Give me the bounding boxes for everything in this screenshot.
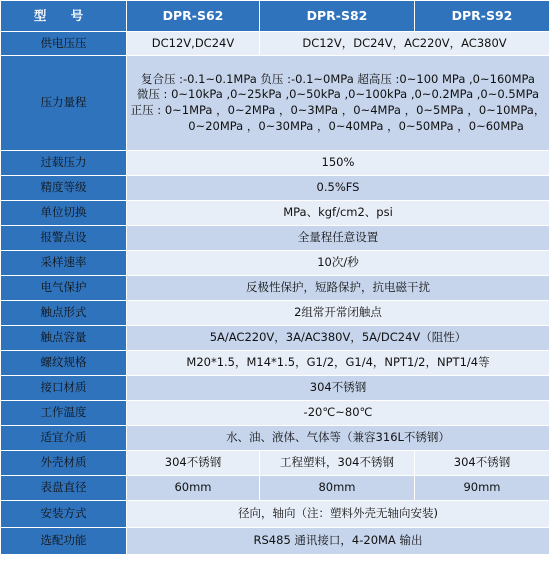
pressure-range-compound: 复合压 :-0.1~0.1MPa 负压 :-0.1~0MPa 超高压 :0~100 MPa ,0~160MPa	[141, 71, 535, 86]
mounting-value: 径向，轴向（注：塑料外壳无轴向安装)	[127, 501, 550, 528]
header-row	[1, 1, 550, 32]
overload-label: 过载压力	[1, 151, 127, 176]
contact-capacity-row	[1, 326, 550, 351]
accuracy-row	[1, 176, 550, 201]
dial-row	[1, 476, 550, 501]
dial-s82: 80mm	[260, 476, 415, 501]
sampling-label: 采样速率	[1, 251, 127, 276]
temperature-value: -20℃~80℃	[127, 401, 550, 426]
temperature-label: 工作温度	[1, 401, 127, 426]
pressure-range-positive: 正压 : 0~1MPa ，0~2MPa ，0~3MPa ，0~4MPa ，0~5MPa ，0~10MPa，	[130, 103, 546, 117]
units-value: MPa、kgf/cm2、psi	[127, 201, 550, 226]
options-value: RS485 通讯接口，4-20MA 输出	[127, 528, 550, 555]
alarm-label: 报警点设	[1, 226, 127, 251]
contact-capacity-value: 5A/AC220V，3A/AC380V，5A/DC24V（阻性）	[127, 326, 550, 351]
contact-form-label: 触点形式	[1, 301, 127, 326]
model-s92: DPR-S92	[415, 1, 550, 32]
housing-s92: 304不锈钢	[415, 451, 550, 476]
thread-label: 螺纹规格	[1, 351, 127, 376]
accuracy-value: 0.5%FS	[127, 176, 550, 201]
media-value: 水、油、液体、气体等（兼容316L不锈钢）	[127, 426, 550, 451]
options-label: 选配功能	[1, 528, 127, 555]
pressure-range-value	[127, 56, 550, 151]
options-row	[1, 528, 550, 555]
sampling-value: 10次/秒	[127, 251, 550, 276]
alarm-value: 全量程任意设置	[127, 226, 550, 251]
power-s62: DC12V,DC24V	[127, 32, 260, 56]
mounting-label: 安装方式	[1, 501, 127, 528]
pressure-range-micro: 微压 : 0~10kPa ,0~25kPa ,0~50kPa ,0~100kPa ,0~0.2MPa ,0~0.5MPa	[136, 87, 540, 102]
dial-s92: 90mm	[415, 476, 550, 501]
contact-form-row	[1, 301, 550, 326]
media-row	[1, 426, 550, 451]
power-row	[1, 32, 550, 56]
housing-label: 外壳材质	[1, 451, 127, 476]
protection-label: 电气保护	[1, 276, 127, 301]
interface-material-row	[1, 376, 550, 401]
pressure-range-positive-cont: 0~20MPa ，0~30MPa ，0~40MPa ，0~50MPa ，0~60MPa	[188, 118, 524, 133]
interface-material-value: 304不锈钢	[127, 376, 550, 401]
protection-value: 反极性保护，短路保护，抗电磁干扰	[127, 276, 550, 301]
power-label: 供电压压	[1, 32, 127, 56]
media-label: 适宜介质	[1, 426, 127, 451]
power-s82-s92: DC12V，DC24V，AC220V，AC380V	[260, 32, 550, 56]
pressure-range-row	[1, 56, 550, 151]
interface-material-label: 接口材质	[1, 376, 127, 401]
units-label: 单位切换	[1, 201, 127, 226]
alarm-row	[1, 226, 550, 251]
housing-row	[1, 451, 550, 476]
thread-value: M20*1.5，M14*1.5，G1/2，G1/4，NPT1/2，NPT1/4等	[127, 351, 550, 376]
housing-s82: 工程塑料，304不锈钢	[260, 451, 415, 476]
dial-s62: 60mm	[127, 476, 260, 501]
pressure-range-label: 压力量程	[1, 56, 127, 151]
overload-value: 150%	[127, 151, 550, 176]
units-row	[1, 201, 550, 226]
contact-capacity-label: 触点容量	[1, 326, 127, 351]
model-header-label: 型 号	[1, 1, 127, 32]
overload-row	[1, 151, 550, 176]
sampling-row	[1, 251, 550, 276]
temperature-row	[1, 401, 550, 426]
protection-row	[1, 276, 550, 301]
dial-label: 表盘直径	[1, 476, 127, 501]
accuracy-label: 精度等级	[1, 176, 127, 201]
mounting-row	[1, 501, 550, 528]
model-s82: DPR-S82	[260, 1, 415, 32]
contact-form-value: 2组常开常闭触点	[127, 301, 550, 326]
thread-row	[1, 351, 550, 376]
model-s62: DPR-S62	[127, 1, 260, 32]
housing-s62: 304不锈钢	[127, 451, 260, 476]
